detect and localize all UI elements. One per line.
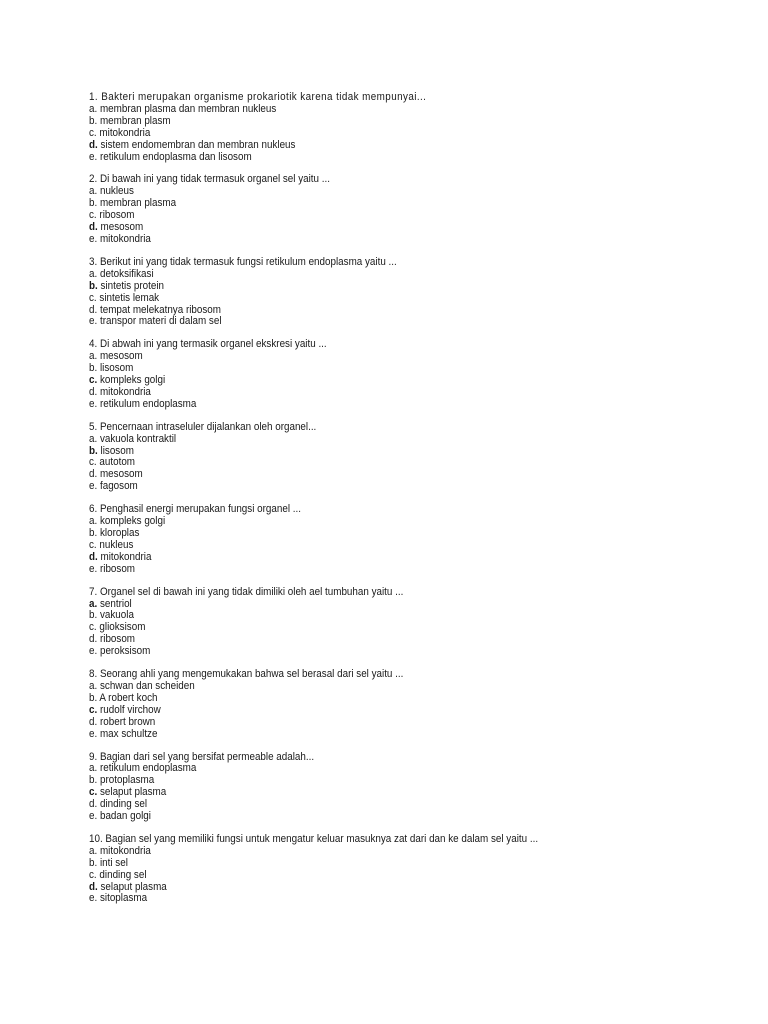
answer-text: robert brown xyxy=(99,715,156,728)
answer-option xyxy=(89,729,720,741)
answer-option xyxy=(89,763,720,775)
answer-key-marked: d. xyxy=(89,221,98,234)
answer-option xyxy=(89,705,720,717)
answer-option xyxy=(89,870,720,882)
answer-text: membran plasm xyxy=(99,114,171,127)
answer-text: sitoplasma xyxy=(99,892,148,905)
answer-key-marked: c. xyxy=(89,786,98,799)
answer-text: max schultze xyxy=(99,727,158,740)
answer-option xyxy=(89,152,720,164)
answer-option xyxy=(89,646,720,658)
answer-key: a. xyxy=(89,267,98,280)
answer-key: b. xyxy=(89,856,98,869)
answer-text: fagosom xyxy=(99,480,138,493)
answer-key: a. xyxy=(89,432,98,445)
answer-key-marked: b. xyxy=(89,279,98,292)
answer-key: e. xyxy=(89,562,98,575)
answer-option xyxy=(89,893,720,905)
answer-key: e. xyxy=(89,232,98,245)
answer-text: nukleus xyxy=(99,538,134,551)
answer-option xyxy=(89,552,720,564)
answer-text: mitokondria xyxy=(99,385,151,398)
answer-key-marked: a. xyxy=(89,597,98,610)
answer-key: e. xyxy=(89,810,98,823)
answer-option xyxy=(89,564,720,576)
answer-option xyxy=(89,281,720,293)
answer-text: vakuola xyxy=(99,609,134,622)
answer-option xyxy=(89,775,720,787)
answer-text: kloroplas xyxy=(99,527,140,539)
answer-text: rudolf virchow xyxy=(99,703,161,716)
answer-option xyxy=(89,351,720,363)
question-text: 8. Seorang ahli yang mengemukakan bahwa sel berasal dari sel yaitu ... xyxy=(89,668,404,681)
answer-option xyxy=(89,799,720,811)
answer-key: e. xyxy=(89,727,98,740)
answer-text: ribosom xyxy=(99,562,136,575)
answer-key-marked: b. xyxy=(89,444,98,457)
answer-text: sistem endomembran dan membran nukleus xyxy=(100,138,296,151)
question-text: 6. Penghasil energi merupakan fungsi organel ... xyxy=(89,503,301,516)
answer-key: b. xyxy=(89,774,98,787)
answer-option xyxy=(89,528,720,540)
answer-text: glioksisom xyxy=(99,621,146,634)
answer-key: a. xyxy=(89,102,98,115)
answer-key: d. xyxy=(89,798,98,811)
answer-text: transpor materi di dalam sel xyxy=(99,315,222,328)
answer-text: lisosom xyxy=(99,362,134,375)
answer-text: mitokondria xyxy=(100,550,152,563)
answer-option xyxy=(89,222,720,234)
answer-option xyxy=(89,787,720,799)
answer-text: kompleks golgi xyxy=(99,515,166,528)
answer-key: d. xyxy=(89,633,98,646)
answer-text: A robert koch xyxy=(99,691,158,704)
answer-key: e. xyxy=(89,397,98,410)
question-block xyxy=(89,174,768,245)
answer-text: lisosom xyxy=(100,444,134,457)
question-block xyxy=(89,504,768,575)
answer-text: dinding sel xyxy=(99,868,147,881)
answer-text: sintetis lemak xyxy=(99,291,160,304)
answer-text: peroksisom xyxy=(99,645,151,658)
answer-text: inti sel xyxy=(99,856,128,869)
answer-text: mitokondria xyxy=(99,844,151,857)
answer-key: a. xyxy=(89,515,98,528)
question-list xyxy=(89,92,768,905)
question-block xyxy=(89,834,768,905)
question-text: 7. Organel sel di bawah ini yang tidak dimiliki oleh ael tumbuhan yaitu ... xyxy=(89,585,404,598)
answer-option xyxy=(89,234,720,246)
answer-key: a. xyxy=(89,185,98,198)
answer-option xyxy=(89,375,720,387)
answer-text: badan golgi xyxy=(99,810,151,823)
answer-key-marked: c. xyxy=(89,374,98,387)
answer-key-marked: d. xyxy=(89,880,98,893)
question-block xyxy=(89,587,768,658)
answer-text: autotom xyxy=(99,456,136,469)
answer-key-marked: c. xyxy=(89,703,98,716)
answer-option xyxy=(89,269,720,281)
question-text: 3. Berikut ini yang tidak termasuk fungsi retikulum endoplasma yaitu ... xyxy=(89,255,397,268)
answer-option xyxy=(89,858,720,870)
answer-key: c. xyxy=(89,291,97,304)
answer-key: a. xyxy=(89,762,98,775)
answer-option xyxy=(89,811,720,823)
answer-option xyxy=(89,210,720,222)
answer-option xyxy=(89,622,720,634)
answer-key: c. xyxy=(89,456,97,469)
answer-option xyxy=(89,516,720,528)
answer-option xyxy=(89,399,720,411)
question-text: 2. Di bawah ini yang tidak termasuk organel sel yaitu ... xyxy=(89,173,330,186)
answer-key-marked: d. xyxy=(89,138,98,151)
answer-option xyxy=(89,198,720,210)
answer-option xyxy=(89,316,720,328)
answer-text: sentriol xyxy=(99,597,132,610)
question-text: 10. Bagian sel yang memiliki fungsi untuk mengatur keluar masuknya zat dari dan ke dalam sel yaitu ... xyxy=(89,832,539,845)
answer-text: selaput plasma xyxy=(99,786,167,799)
answer-key: d. xyxy=(89,468,98,481)
answer-option xyxy=(89,363,720,375)
answer-key: d. xyxy=(89,303,98,316)
answer-text: mesosom xyxy=(99,468,143,481)
answer-key: c. xyxy=(89,209,97,222)
answer-option xyxy=(89,104,720,116)
answer-key-marked: d. xyxy=(89,550,98,563)
answer-key: e. xyxy=(89,892,98,905)
answer-text: mitokondria xyxy=(99,126,151,139)
answer-option xyxy=(89,634,720,646)
answer-option xyxy=(89,599,720,611)
answer-key: b. xyxy=(89,609,98,622)
answer-key: d. xyxy=(89,715,98,728)
answer-text: mesosom xyxy=(99,350,143,363)
answer-text: mesosom xyxy=(100,221,144,234)
answer-key: a. xyxy=(89,679,98,692)
answer-option xyxy=(89,846,720,858)
answer-text: tempat melekatnya ribosom xyxy=(99,303,222,316)
answer-text: sintetis protein xyxy=(100,279,165,292)
answer-text: vakuola kontraktil xyxy=(99,432,177,445)
answer-option xyxy=(89,882,720,894)
answer-key: c. xyxy=(89,126,97,139)
answer-key: a. xyxy=(89,844,98,857)
answer-option xyxy=(89,481,720,493)
answer-key: a. xyxy=(89,350,98,363)
answer-key: b. xyxy=(89,114,98,127)
answer-text: membran plasma xyxy=(99,197,177,210)
answer-key: b. xyxy=(89,197,98,210)
question-text: 5. Pencernaan intraseluler dijalankan oleh organel... xyxy=(89,420,317,433)
answer-key: e. xyxy=(89,315,98,328)
answer-text: schwan dan scheiden xyxy=(99,679,195,692)
answer-key: b. xyxy=(89,527,98,539)
answer-option xyxy=(89,116,720,128)
answer-option xyxy=(89,469,720,481)
answer-text: kompleks golgi xyxy=(99,374,166,387)
answer-text: detoksifikasi xyxy=(99,267,154,280)
answer-text: retikulum endoplasma xyxy=(99,397,197,410)
answer-key: d. xyxy=(89,385,98,398)
question-text: 1. Bakteri merupakan organisme prokariotik karena tidak mempunyai... xyxy=(89,91,427,103)
answer-key: b. xyxy=(89,362,98,375)
question-block xyxy=(89,422,768,493)
answer-key: e. xyxy=(89,645,98,658)
answer-option xyxy=(89,457,720,469)
answer-key: c. xyxy=(89,538,97,551)
answer-text: retikulum endoplasma xyxy=(99,762,197,775)
question-block xyxy=(89,752,768,823)
answer-text: protoplasma xyxy=(99,774,155,787)
answer-option xyxy=(89,446,720,458)
answer-text: ribosom xyxy=(99,209,135,222)
answer-option xyxy=(89,434,720,446)
answer-key: c. xyxy=(89,621,97,634)
answer-option xyxy=(89,610,720,622)
answer-key: e. xyxy=(89,150,98,163)
answer-text: nukleus xyxy=(99,185,134,198)
answer-key: e. xyxy=(89,480,98,493)
answer-text: membran plasma dan membran nukleus xyxy=(99,102,277,115)
question-text: 9. Bagian dari sel yang bersifat permeable adalah... xyxy=(89,750,315,763)
answer-text: ribosom xyxy=(99,633,136,646)
answer-option xyxy=(89,186,720,198)
answer-text: dinding sel xyxy=(99,798,148,811)
answer-option xyxy=(89,717,720,729)
question-block xyxy=(89,669,768,740)
answer-option xyxy=(89,693,720,705)
question-text: 4. Di abwah ini yang termasik organel ekskresi yaitu ... xyxy=(89,338,327,351)
answer-text: mitokondria xyxy=(99,232,151,245)
answer-key: b. xyxy=(89,691,98,704)
answer-key: c. xyxy=(89,868,97,881)
answer-option xyxy=(89,681,720,693)
answer-text: retikulum endoplasma dan lisosom xyxy=(99,150,252,163)
question-block xyxy=(89,339,768,410)
answer-text: selaput plasma xyxy=(100,880,167,893)
question-block xyxy=(89,257,768,328)
question-block xyxy=(89,92,768,163)
answer-option xyxy=(89,540,720,552)
